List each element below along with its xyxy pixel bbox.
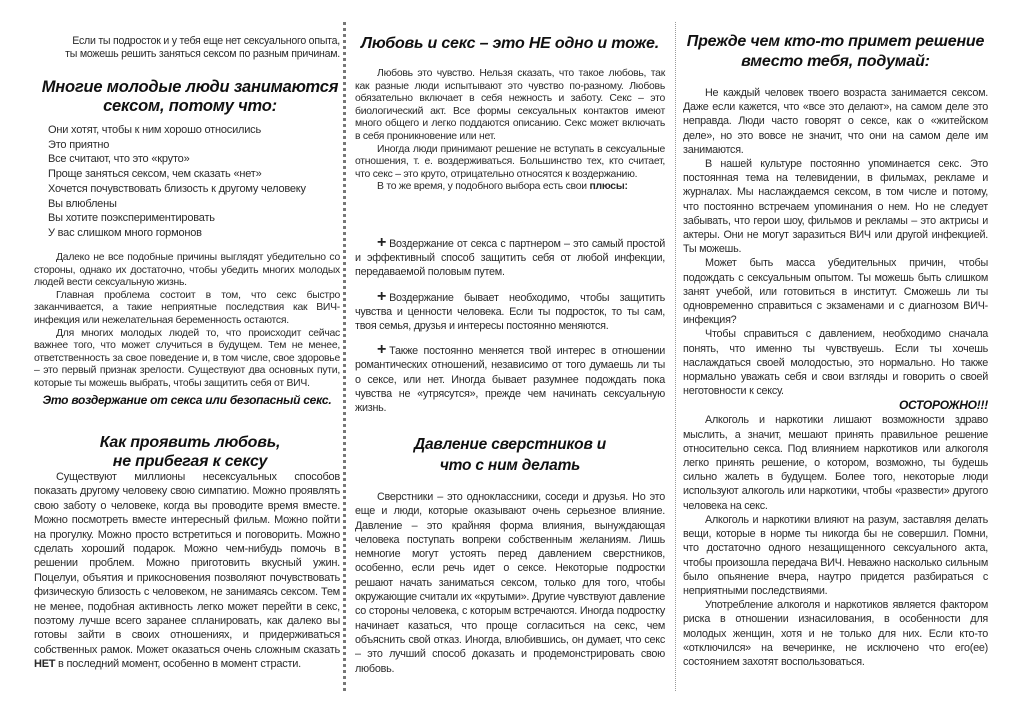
heading-line: сексом, потому что: <box>103 97 277 115</box>
heading-line: вместо тебя, подумай: <box>741 53 930 70</box>
emphasis-line: Это воздержание от секса или безопасный секс. <box>42 392 332 407</box>
paragraph: В нашей культуре постоянно упоминается секс. Это постоянная тема на телевидении, в фильмах, рекламе и журналах. Мы наслаждаемся сексом, в том числе и потому, что постоянно встречаем упоминания о нем. Но не следует забывать, что герои шоу, фильмов и рекламы – это актрисы и актеры. Они не могут заразиться ВИЧ или другой инфекцией. Ты можешь. <box>683 158 988 256</box>
intro-line: ты можешь решить заняться сексом по разным причинам. <box>65 47 340 60</box>
paragraph: Иногда люди принимают решение не вступать в сексуальные отношения, т. е. воздерживаться. Большинство тех, кто считает, что секс – это круто, отрицательно относятся к воздержанию. <box>355 143 665 180</box>
text: Существуют миллионы несексуальных способов показать другому человеку свою симпатию. Можно проявлять свою заботу о человеке, когда вы проводите время вместе. Можно посмотреть вместе интересный фильм. Можно пойти на прогулку. Можно просто встретиться и поговорить. Можно сделать хороший подарок. Можно чем-нибудь помочь в решении проблем. Можно приготовить вкусный ужин. Поцелуи, объятия и прикосновения позволяют почувствовать физическую близость с человеком, не занимаясь сексом. Тем не менее, подобная активность легко может перейти в секс, поэтому лучше всего заранее спланировать, как далеко вы готовы зайти в своих отношениях, и придерживаться собственных рамок. Может оказаться очень сложным сказать <box>34 471 340 656</box>
paragraph: Может быть масса убедительных причин, чтобы подождать с сексуальным опытом. Ты можешь быть слишком занят учебой, или готовиться в институт. Сможешь ли ты одновременно справиться с экзаменами и с диагнозом ВИЧ-инфекция? <box>683 257 988 327</box>
list-item: Проще заняться сексом, чем сказать «нет» <box>48 168 262 181</box>
left-heading-love <box>40 433 340 471</box>
left-body-love <box>34 470 340 672</box>
list-item: Вы влюблены <box>48 197 117 210</box>
heading-line: Многие молодые люди занимаются <box>41 78 339 96</box>
paragraph: Сверстники – это одноклассники, соседи и друзья. Но это еще и люди, которые оказывают очень серьезное влияние. Давление – это крайняя форма влияния, вынуждающая человека поступать вопреки собственным желаниям. Лишь немногие могут устоять перед давлением сверстников, особенно, если речь идет о сексе. Некоторые подростки решают начать заниматься сексом, только для того, чтобы окружающие считали их «крутыми». Другие чувствуют давление со стороны человека, с которым встречаются. Иногда подростку начинает казаться, что проще согласиться на секс, чем объяснить свой отказ. Иногда, влюбившись, он думает, что секс – это лучший способ доказать и продемонстрировать свою любовь. <box>355 491 665 675</box>
middle-paragraphs <box>355 68 665 194</box>
pro-item <box>355 236 665 280</box>
paragraph: Для многих молодых людей то, что происходит сейчас важнее того, что может случиться в будущем. Тем не менее, ответственность за свое поведение и, в том числе, свое здоровье – это первый признак зрелости. Существуют два основных пути, которые ты можешь выбрать, чтобы защитить себя от ВИЧ. <box>34 327 340 389</box>
middle-body-peer <box>355 490 665 676</box>
bold-no: НЕТ <box>34 658 56 671</box>
text: В то же время, у подобного выбора есть свои <box>377 181 590 193</box>
paragraph: Алкоголь и наркотики лишают возможности здраво мыслить, а значит, мешают принять правильное решение относительно секса. Под влиянием наркотиков или алкоголя легко принять решение, о котором, возможно, ты будешь сильно жалеть в будущем. Более того, некоторые люди используют алкоголь или наркотики, чтобы «развести» другого человека на секс. <box>683 414 988 512</box>
column-divider-left <box>343 22 346 691</box>
paragraph: Чтобы справиться с давлением, необходимо сначала понять, что именно ты чувствуешь. Если ты хочешь наслаждаться своей молодостью, это нормально. Но также нормально уважать себя и свои взгляды и говорить о своей неготовности к сексу. <box>683 328 988 398</box>
text: в последний момент, особенно в момент страсти. <box>55 658 301 671</box>
right-heading-think <box>683 32 988 72</box>
heading-line: не прибегая к сексу <box>112 453 268 470</box>
left-heading-reasons <box>40 78 340 116</box>
plus-icon: + <box>377 341 387 359</box>
text: Воздержание от секса с партнером – это самый простой и эффективный способ защитить себя от любой инфекции, передаваемой половым путем. <box>355 238 665 279</box>
middle-heading-love-sex: Любовь и секс – это НЕ одно и тоже. <box>361 35 659 52</box>
paragraph: Любовь это чувство. Нельзя сказать, что такое любовь, так как разные люди испытывают это чувство по-разному. Любовь обязательно включает в себя нежность и заботу. Секс – это биологический акт. Все формы сексуальных контактов имеют много общего и легко поддаются описанию. Секс может включать в себя проникновение или нет. <box>355 68 665 142</box>
text: Также постоянно меняется твой интерес в отношении романтических отношений, независимо от того думаешь ли ты о сексе, или нет. Иногда бывает разумнее подождать пока чувства не «утрясутся», прежде чем начинать сексуальную жизнь. <box>355 345 665 415</box>
heading-line: Давление сверстников и <box>414 436 606 453</box>
pros-label: плюсы: <box>589 181 628 193</box>
pro-item <box>355 287 665 334</box>
list-item: Это приятно <box>48 138 110 151</box>
heading-line: Прежде чем кто-то примет решение <box>686 33 985 50</box>
heading-line: Как проявить любовь, <box>99 434 281 451</box>
paragraph: Главная проблема состоит в том, что секс быстро заканчивается, а такие неприятные последствия как ВИЧ-инфекция или нежелательная беременность остаются. <box>34 289 340 326</box>
plus-icon: + <box>377 287 387 305</box>
pro-item <box>355 343 665 415</box>
text: Воздержание бывает необходимо, чтобы защитить чувства и ценности человека. Если ты подросток, то ты сам, твоя семья, друзья и интересы постоянно меняются. <box>355 291 665 333</box>
list-item: Они хотят, чтобы к ним хорошо относились <box>48 124 262 136</box>
column-divider-right <box>675 22 676 691</box>
paragraph <box>355 181 665 194</box>
left-paragraphs <box>34 252 340 408</box>
paragraph: Далеко не все подобные причины выглядят убедительно со стороны, однако их достаточно, чтобы убедить многих молодых людей вести сексуальную жизнь. <box>34 252 340 289</box>
warning-heading: ОСТОРОЖНО!!! <box>898 398 988 413</box>
list-item: Хочется почувствовать близость к другому человеку <box>48 182 306 195</box>
right-paragraphs <box>683 86 988 669</box>
reasons-list <box>48 123 340 241</box>
pros-list <box>355 236 665 415</box>
intro-line: Если ты подросток и у тебя еще нет сексуального опыта, <box>72 35 340 47</box>
left-intro <box>30 35 340 60</box>
middle-heading-peer-pressure <box>355 434 665 476</box>
paragraph: Алкоголь и наркотики влияют на разум, заставляя делать вещи, которые в норме ты никогда бы не совершил. Помни, что достаточно одного незащищенного сексуального акта, чтобы произошла передача ВИЧ. Неважно насколько сильным было опьянение вчера, наутро придется разбираться с неприятными последствиями. <box>683 513 988 597</box>
paragraph <box>34 470 340 672</box>
list-item: Вы хотите поэкспериментировать <box>48 212 215 225</box>
paragraph: Употребление алкоголя и наркотиков является фактором риска в отношении изнасилования, в особенности для молодых женщин, хотя и не только для них. Если кто-то «отключился» на вечеринке, не исключено что его(ее) состоянием захотят воспользоваться. <box>683 599 988 668</box>
plus-icon: + <box>377 234 387 251</box>
list-item: У вас слишком много гормонов <box>48 226 202 239</box>
list-item: Все считают, что это «круто» <box>48 153 190 166</box>
heading-line: что с ним делать <box>439 457 581 474</box>
paragraph: Не каждый человек твоего возраста занимается сексом. Даже если кажется, что «все это делают», на самом деле это неправда. Люди часто говорят о сексе, как о «житейском деле», но это вовсе не значит, что они на самом деле им занимаются. <box>683 87 988 156</box>
